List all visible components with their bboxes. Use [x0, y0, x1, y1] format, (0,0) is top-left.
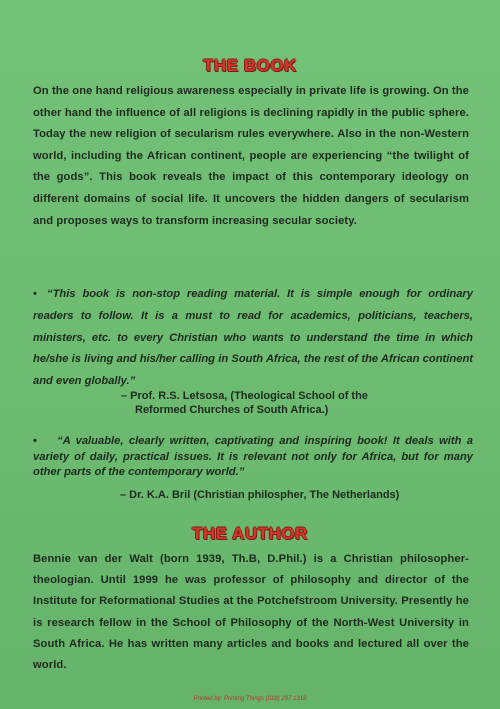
quote-1	[33, 284, 473, 393]
author-bio: Bennie van der Walt (born 1939, Th.B, D.Phil.) is a Christian philosopher-theologian. Until 1999 he was professor of philosophy and director of the Institute for Reformational Studies at the Potchefstroom University. Presently he is research fellow in the School of Philosophy of the North-West University in South Africa. He has written many articles and books and lectured all over the world.	[33, 553, 469, 672]
quote-2-attribution-line1: – Dr. K.A. Bril (Christian philospher, The Netherlands)	[120, 489, 400, 501]
quote-1-text: “This book is non-stop reading material. It is simple enough for ordinary readers to follow. It is a must to read for academics, politicians, teachers, ministers, etc. to every Christian who wants to understand the time in which he/she is living and his/her calling in South Africa, the rest of the African continent and even globally.”	[33, 288, 473, 388]
book-heading: THE BOOK	[203, 56, 297, 75]
quote-2-text: “A valuable, clearly written, captivating and inspiring book! It deals with a variety of daily, practical issues. It is relevant not only for Africa, but for many other parts of the contemporary world.”	[33, 435, 473, 478]
quote-2	[33, 434, 473, 481]
bullet-icon: •	[33, 435, 37, 447]
quote-1-attribution-line1: – Prof. R.S. Letsosa, (Theological School of the	[121, 390, 368, 402]
quote-1-attribution	[121, 389, 441, 417]
quote-1-attribution-line2: Reformed Churches of South Africa.)	[135, 404, 329, 416]
printer-credit: Printed by: Printing Things (018) 297 1318	[193, 696, 307, 702]
bullet-icon: •	[33, 288, 37, 300]
book-description: On the one hand religious awareness especially in private life is growing. On the other hand the influence of all religions is declining rapidly in the public sphere. Today the new religion of secularism rules everywhere. Also in the non-Western world, including the African continent, people are experiencing “the twilight of the gods”. This book reveals the impact of this contemporary ideology on different domains of social life. It uncovers the hidden dangers of secularism and proposes ways to transform increasing secular society.	[33, 85, 469, 227]
author-heading: THE AUTHOR	[192, 524, 308, 543]
quote-2-attribution	[120, 488, 480, 502]
